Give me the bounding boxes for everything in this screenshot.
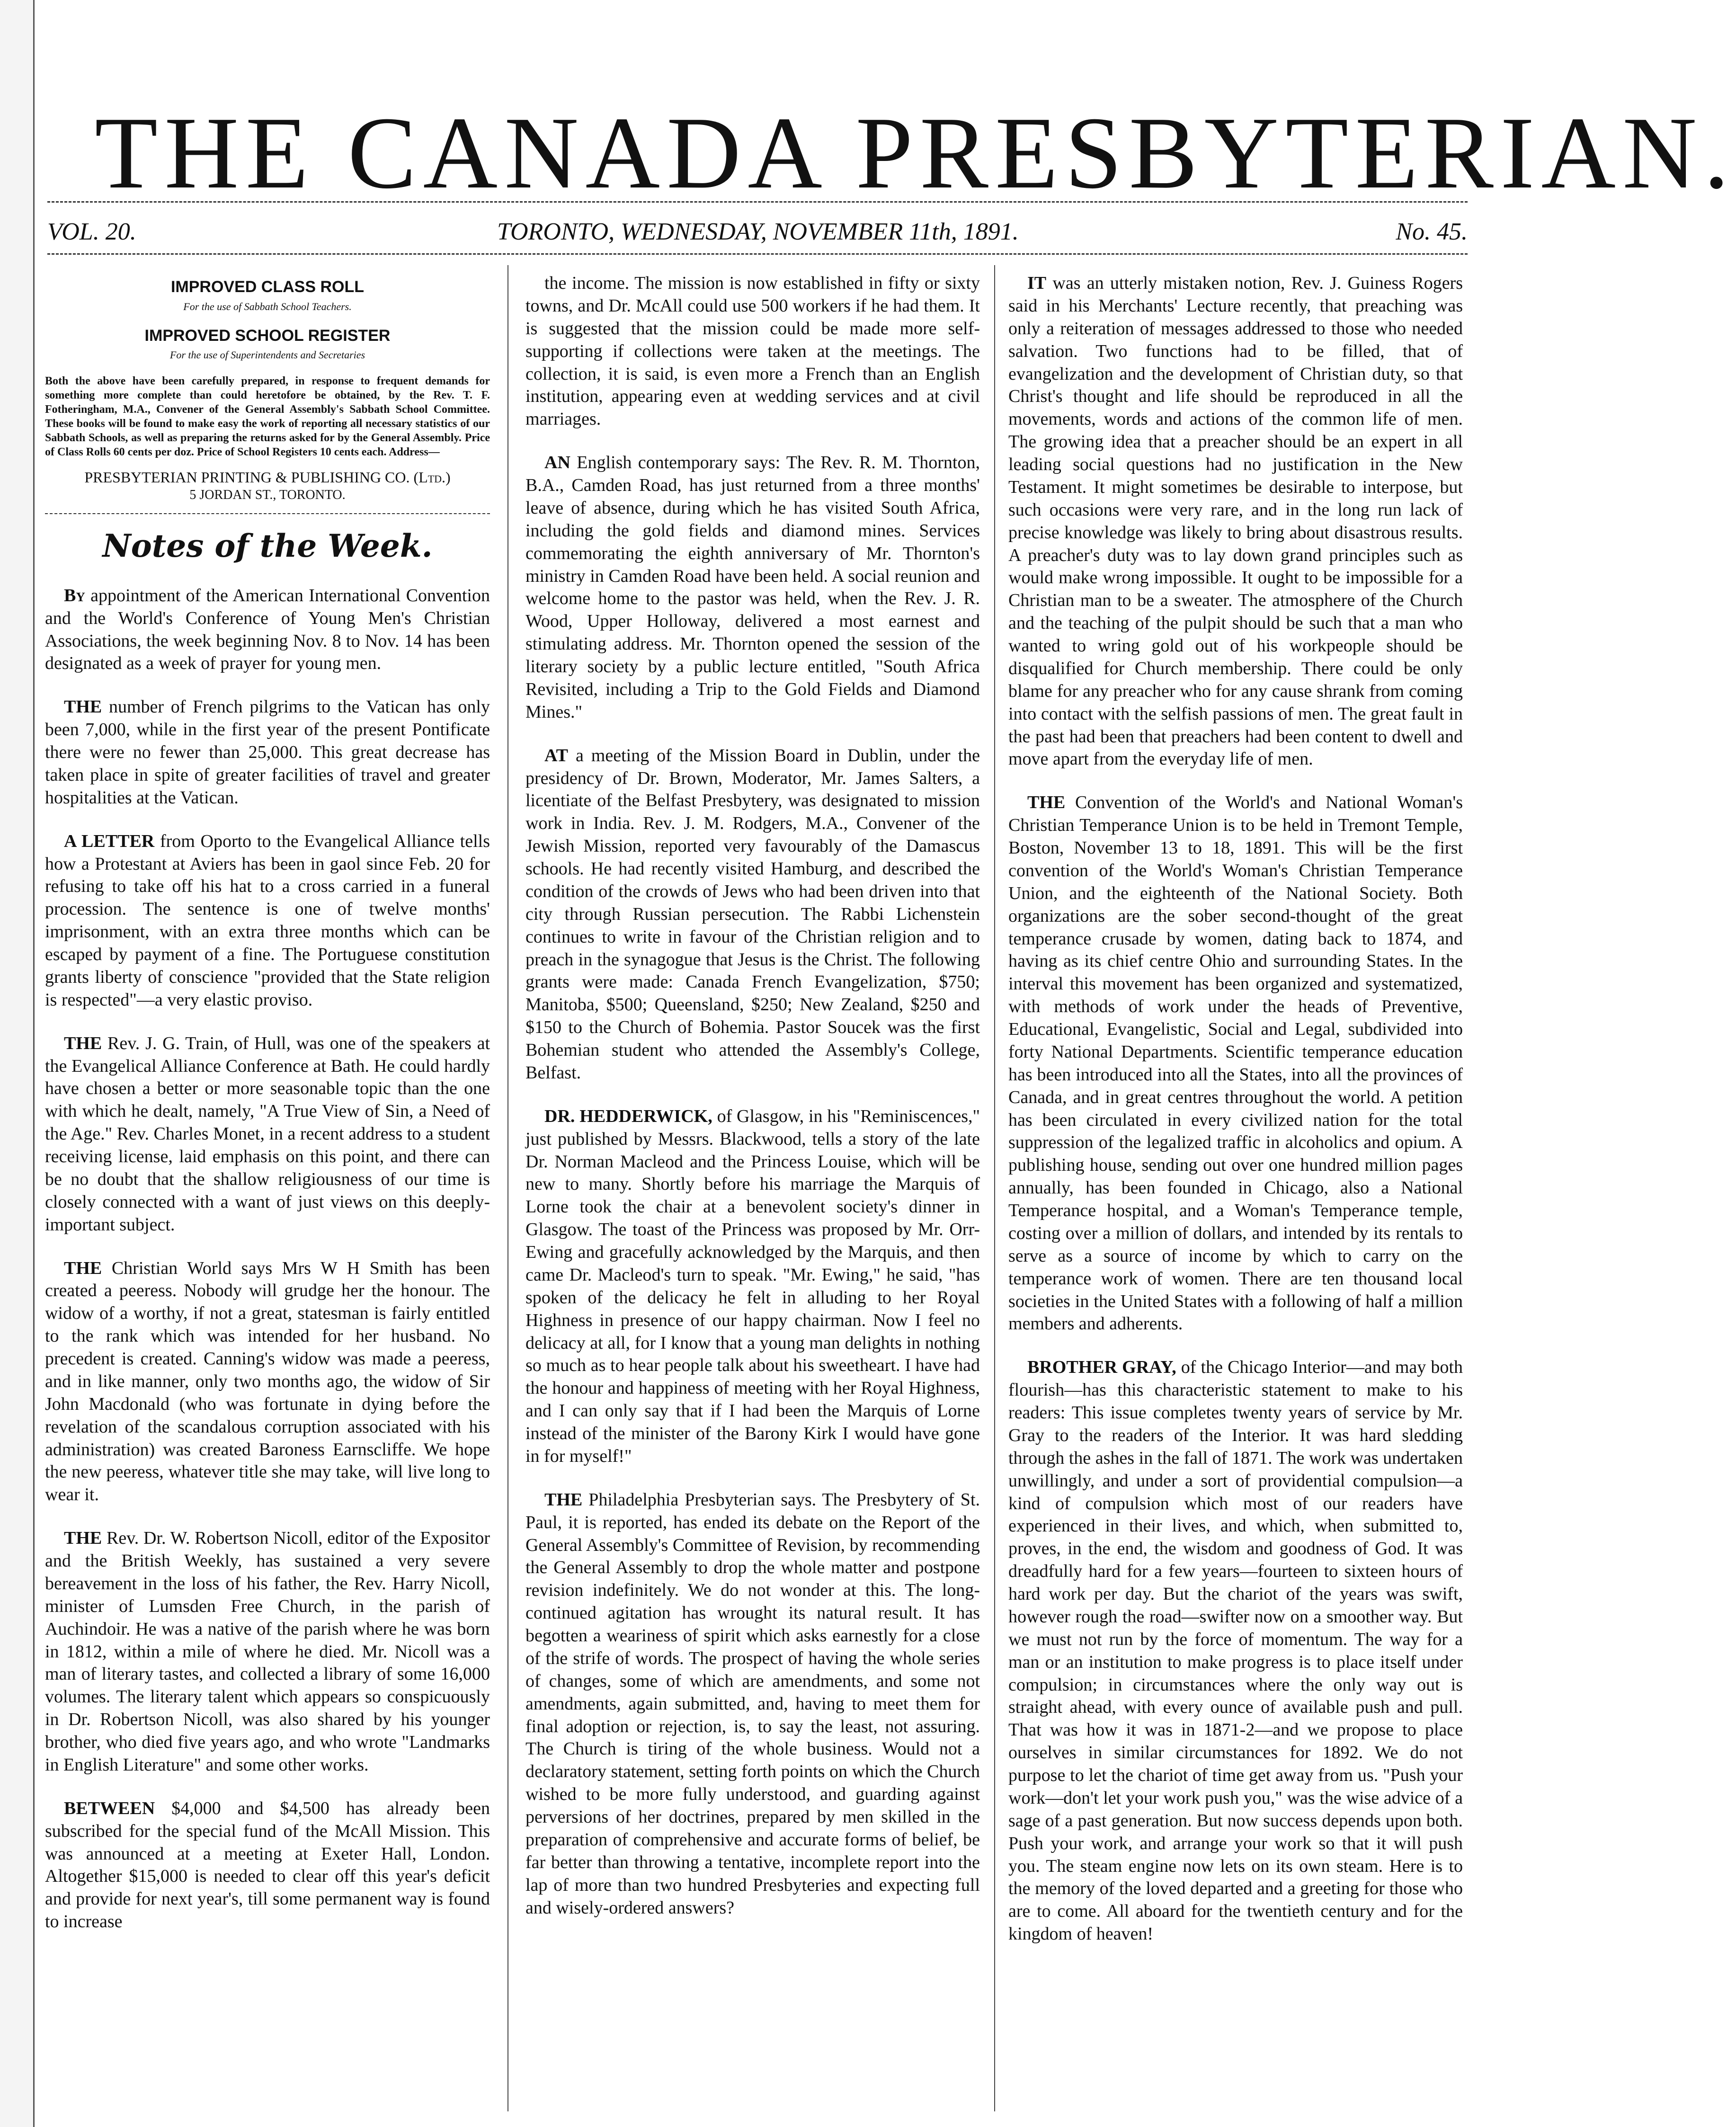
article-paragraph — [525, 745, 980, 1085]
article-paragraph — [525, 452, 980, 724]
ad-subtitle: For the use of Superintendents and Secretaries — [169, 349, 365, 361]
paragraph-text: Christian World says Mrs W H Smith has been created a peeress. Nobody will grudge her the honour. The widow of a worthy, if not a great, statesman is fairly entitled to the rank which was intended for her husband. No precedent is created. Canning's widow was made a peeress, and in like manner, only two months ago, the widow of Sir John Macdonald (who was fortunate in dying before the revelation of the scandalous corruption associated with his administration) was created Baroness Earnscliffe. We hope the new peeress, whatever title she may take, will live long to wear it. — [45, 1258, 490, 1505]
masthead-rule — [47, 201, 1468, 203]
article-paragraph — [525, 272, 980, 431]
ad-subtitle: For the use of Sabbath School Teachers. — [183, 300, 352, 312]
article-paragraph — [1008, 272, 1463, 771]
paragraph-lead: THE — [1027, 792, 1066, 813]
paragraph-text: the income. The mission is now established in fifty or sixty towns, and Dr. McAll could use 500 workers if he had them. It is suggested that the mission could be made more self-supporting if collections were taken at the meetings. The collection, it is said, is even more a French than an English institution, appearing even at wedding services and at civil marriages. — [525, 273, 980, 429]
article-paragraph — [45, 1527, 490, 1777]
paragraph-lead: THE — [544, 1489, 583, 1510]
column-divider — [507, 265, 508, 2111]
paragraph-text: was an utterly mistaken notion, Rev. J. Guiness Rogers said in his Merchants' Lecture recently, that preaching was only a reiteration of messages addressed to those who needed salvation. Two functions had to be filled, that of evangelization and the development of Christian duty, so that Christ's thought and life should be reproduced in all the movements, words and actions of the common life of men. The growing idea that a preacher should be an expert in all leading social questions had no justification in the New Testament. It might sometimes be desirable to interpose, but such occasions were very rare, and in the long run lack of precise knowledge was likely to bring about disastrous results. A preacher's duty was to lay down grand principles such as would make wrong impossible. It ought to be impossible for a Christian man to be a sweater. The atmosphere of the Church and the teaching of the pulpit should be such that a man who wanted to wring gold out of his workpeople should be disqualified for Church membership. There could be only blame for any preacher who for any cause shrank from coming into contact with the selfish passions of men. The great fault in the past had been that preachers had been content to dwell and move apart from the everyday life of men. — [1008, 273, 1463, 769]
volume-number: VOL. 20. — [47, 218, 136, 245]
paragraph-text: appointment of the American International Convention and the World's Conference of Young Men's Christian Associations, the week beginning Nov. 8 to Nov. 14 has been designated as a week of prayer for young men. — [45, 585, 490, 674]
paragraph-text: $4,000 and $4,500 has already been subscribed for the special fund of the McAll Mission. This was announced at a meeting at Exeter Hall, London. Altogether $15,000 is needed to clear off this year's deficit and provide for next year's, till some permanent way is found to increase — [45, 1798, 490, 1932]
column-1 — [45, 272, 490, 2109]
paragraph-lead: AT — [544, 745, 568, 765]
article-paragraph — [45, 1257, 490, 1507]
article-paragraph — [45, 1798, 490, 1933]
paragraph-lead: BETWEEN — [64, 1798, 155, 1818]
paragraph-lead: A LETTER — [64, 831, 155, 851]
paragraph-lead: DR. HEDDERWICK, — [544, 1106, 712, 1126]
column-2 — [525, 272, 980, 2109]
paragraph-lead: THE — [64, 1528, 102, 1549]
paragraph-text: Convention of the World's and National Woman's Christian Temperance Union is to be held in Tremont Temple, Boston, November 13 to 18, 1891. This will be the first convention of the World's Woman's Christian Temperance Union, and the eighteenth of the National Society. Both organizations are the sober second-thought of the great temperance crusade by women, dating back to 1874, and having as its chief centre Ohio and surrounding States. In the interval this movement has been organized and systematized, with methods of work under the heads of Preventive, Educational, Evangelistic, Social and Legal, subdivided into forty National Departments. Scientific temperance education has been introduced into all the States, into all the provinces of Canada, and in great centres throughout the world. A petition has been circulated in every civilized nation for the total suppression of the legalized traffic in alcoholics and opium. A publishing house, sending out over one hundred million pages annually, has been founded in Chicago, also a National Temperance hospital, and a Woman's Temperance temple, costing over a million of dollars, and intended by its rentals to serve as a source of income by which to carry on the temperance work of women. There are ten thousand local societies in the United States with a following of half a million members and adherents. — [1008, 792, 1463, 1334]
paragraph-lead: BROTHER GRAY, — [1027, 1357, 1176, 1378]
ad-address: 5 JORDAN ST., TORONTO. — [189, 488, 346, 503]
advertisement — [45, 277, 490, 514]
paragraph-lead: IT — [1027, 273, 1047, 293]
paragraph-text: of Glasgow, in his "Reminiscences," just published by Messrs. Blackwood, tells a story of the late Dr. Norman Macleod and the Princess Louise, which will be new to many. Shortly before his marriage the Marquis of Lorne took the chair at a benevolent society's dinner in Glasgow. The toast of the Princess was proposed by Mr. Orr-Ewing and gracefully acknowledged by the Marquis, and then came Dr. Macleod's turn to speak. "Mr. Ewing," he said, "has spoken of the delicacy he felt in alluding to her Royal Highness in presence of our happy chairman. Now I feel no delicacy at all, for I know that a young man delights in nothing so much as to hear people talk about his sweetheart. I have had the honour and happiness of meeting with her Royal Highness, and I can only say that if I had been the Marquis of Lorne instead of the minister of the Barony Kirk I would have gone in for myself!" — [525, 1106, 980, 1466]
paragraph-lead: THE — [64, 697, 102, 717]
paragraph-text: Philadelphia Presbyterian says. The Presbytery of St. Paul, it is reported, has ended its debate on the Report of the General Assembly's Committee of Revision, by recommending the General Assembly to drop the whole matter and postpone revision indefinitely. We do not wonder at this. The long-continued agitation has wrought its natural result. It has begotten a weariness of spirit which asks earnestly for a close of the strife of words. The prospect of having the whole series of changes, some of which are amendments, and some not amendments, again submitted, and, having to meet them for final adoption or rejection, is, to say the least, not assuring. The Church is tiring of the whole business. Would not a declaratory statement, setting forth points on which the Church wished to be more fully understood, and guarding against perversions of her doctrines, prepared by men skilled in the preparation of comprehensive and accurate forms of belief, be far better than throwing a tentative, incomplete report into the lap of more than two hundred Presbyteries and expecting full and wisely-ordered answers? — [525, 1489, 980, 1918]
column-1-body — [45, 585, 490, 1933]
paragraph-text: of the Chicago Interior—and may both flourish—has this characteristic statement to make to his readers: This issue completes twenty years of service by Mr. Gray to the readers of the Interior. It was hard sledding through the ashes in the fall of 1871. The work was undertaken unwillingly, and under a sort of providential compulsion—a kind of compulsion which most of our readers have experienced in their lives, and which, when submitted to, proves, in the end, the wisdom and goodness of God. It was dreadfully hard for a few years—fourteen to sixteen hours of hard work per day. But the chariot of the years was swift, however rough the road—swifter now on a smoother way. But we must not run by the force of momentum. The way for a man or an institution to make progress is to place itself under compulsion; in circumstances where the only way out is straight ahead, with every ounce of available push and pull. That was how it was in 1871-2—and we propose to place ourselves in similar circumstances for 1892. We do not purpose to let the chariot of time get away from us. "Push your work—don't let your work push you," was the wise advice of a sage of a past generation. But now success depends upon both. Push your work, and arrange your work so that it will push you. The steam engine now lets on its own steam. Here is to the memory of the loved departed and a greeting for those who are to come. All aboard for the twentieth century and for the kingdom of heaven! — [1008, 1357, 1463, 1944]
article-paragraph — [45, 696, 490, 809]
paragraph-text: Rev. J. G. Train, of Hull, was one of the speakers at the Evangelical Alliance Conference at Bath. He could hardly have chosen a better or more seasonable topic than the one with which he dealt, namely, "A True View of Sin, a Need of the Age." Rev. Charles Monet, in a recent address to a student receiving license, laid emphasis on this point, and there can be no doubt that the shallow religiousness of our time is closely connected with a want of just views on this deeply-important subject. — [45, 1033, 490, 1235]
article-paragraph — [1008, 1356, 1463, 1946]
issue-number: No. 45. — [1396, 218, 1468, 245]
paragraph-lead: By — [64, 585, 85, 605]
paragraph-text: from Oporto to the Evangelical Alliance tells how a Protestant at Aviers has been in gaol since Feb. 20 for refusing to take off his hat to a cross carried in a funeral procession. The sentence is one of twelve months' imprisonment, with an extra three months which can be escaped by payment of a fine. The Portuguese constitution grants liberty of conscience "provided that the State religion is respected"—a very elastic proviso. — [45, 831, 490, 1010]
ad-publisher: PRESBYTERIAN PRINTING & PUBLISHING CO. (Ltd.) — [84, 469, 451, 486]
paragraph-lead: THE — [64, 1033, 102, 1053]
article-paragraph — [525, 1489, 980, 1920]
ad-body: Both the above have been carefully prepared, in response to frequent demands for something more complete than could heretofore be obtained, by the Rev. T. F. Fotheringham, M.A., Convener of the General Assembly's Sabbath School Committee. These books will be found to make easy the work of reporting all necessary statistics of our Sabbath Schools, as well as preparing the returns asked for by the General Assembly. Price of Class Rolls 60 cents per doz. Price of School Registers 10 cents each. Address— — [45, 375, 490, 459]
place-date: TORONTO, WEDNESDAY, NOVEMBER 11th, 1891. — [497, 218, 1019, 245]
dateline — [47, 218, 1468, 251]
paragraph-lead: THE — [64, 1258, 102, 1278]
paragraph-text: English contemporary says: The Rev. R. M. Thornton, B.A., Camden Road, has just returned from a three months' leave of absence, during which he has visited South Africa, including the gold fields and diamond mines. Services commemorating the eighth anniversary of Mr. Thornton's ministry in Camden Road have been held. A social reunion and welcome home to the pastor was held, when the Rev. J. R. Wood, Upper Holloway, delivered a most earnest and stimulating address. Mr. Thornton opened the session of the literary society by a public lecture entitled, "South Africa Revisited, including a Trip to the Gold Fields and Diamond Mines." — [525, 453, 980, 722]
dateline-rule — [47, 253, 1468, 255]
article-paragraph — [45, 830, 490, 1012]
column-3 — [1008, 272, 1463, 2109]
article-paragraph — [525, 1105, 980, 1468]
ad-title-class-roll: IMPROVED CLASS ROLL — [170, 278, 365, 296]
section-heading: Notes of the Week. — [102, 527, 433, 564]
article-paragraph — [45, 1032, 490, 1237]
paragraph-text: a meeting of the Mission Board in Dublin, under the presidency of Dr. Brown, Moderator, Mr. James Salters, a licentiate of the Belfast Presbytery, was designated to mission work in India. Rev. J. M. Rodgers, M.A., Convener of the Jewish Mission, reported very favourably of the Damascus schools. He had recently visited Hamburg, and described the condition of the crowds of Jews who had been driven into that city through Russian persecution. The Rabbi Lichenstein continues to write in favour of the Christian religion and to preach in the synagogue that Jesus is the Christ. The following grants were made: Canada French Evangelization, $750; Manitoba, $500; Queensland, $250; New Zealand, $250 and $150 to the Church of Bohemia. Pastor Soucek was the first Bohemian student who attended the Assembly's College, Belfast. — [525, 745, 980, 1083]
paragraph-lead: AN — [544, 453, 570, 473]
column-3-body — [1008, 272, 1463, 1946]
paragraph-text: number of French pilgrims to the Vatican has only been 7,000, while in the first year of the present Pontificate there were no fewer than 25,000. This great decrease has taken place in spite of greater facilities of travel and greater hospitalities at the Vatican. — [45, 697, 490, 808]
column-2-body — [525, 272, 980, 1919]
paragraph-text: Rev. Dr. W. Robertson Nicoll, editor of the Expositor and the British Weekly, has sustained a very severe bereavement in the loss of his father, the Rev. Harry Nicoll, minister of Lumsden Free Church, in the parish of Auchindoir. He was a native of the parish where he was born in 1812, within a mile of where he died. Mr. Nicoll was a man of literary tastes, and collected a library of some 16,000 volumes. The literary talent which appears so conspicuously in Dr. Robertson Nicoll, was also shared by his younger brother, who died five years ago, and who wrote "Landmarks in English Literature" and some other works. — [45, 1528, 490, 1775]
masthead-title: THE CANADA PRESBYTERIAN. — [95, 96, 1736, 210]
column-divider — [994, 265, 995, 2111]
adjacent-page-edge — [0, 0, 35, 2127]
article-paragraph — [1008, 792, 1463, 1335]
article-paragraph — [45, 585, 490, 676]
ad-title-school-register: IMPROVED SCHOOL REGISTER — [144, 326, 391, 345]
